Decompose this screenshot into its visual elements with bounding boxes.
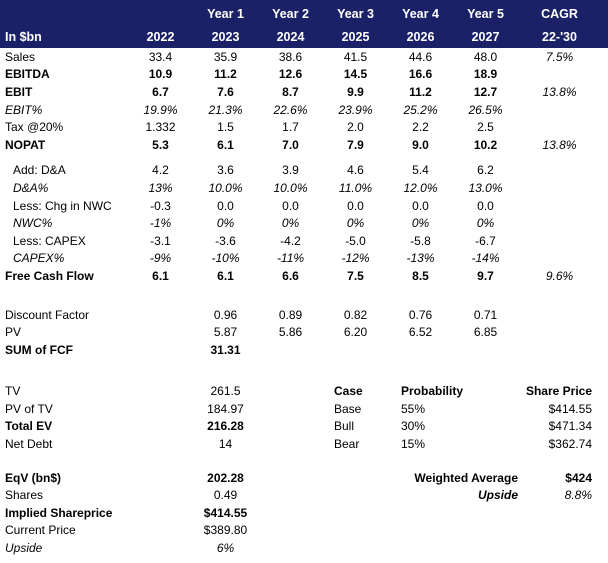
cell: 6.2 bbox=[477, 163, 494, 178]
cell: 33.4 bbox=[148, 49, 173, 64]
cell: 2.5 bbox=[477, 120, 494, 135]
scenario-share-price: $471.34 bbox=[548, 419, 592, 434]
header-row-dates bbox=[0, 25, 608, 48]
row-da-pct bbox=[0, 179, 608, 197]
cell: -5.8 bbox=[410, 233, 431, 248]
scenario-probability: 30% bbox=[401, 419, 426, 434]
scenario-case: Base bbox=[334, 401, 362, 416]
col-header-2023: 2023 bbox=[211, 29, 240, 44]
cell: 0.49 bbox=[213, 488, 238, 503]
cell: 14 bbox=[218, 437, 233, 452]
cell: 14.5 bbox=[343, 67, 368, 82]
row-label: EqV (bn$) bbox=[5, 470, 61, 485]
row-label: Free Cash Flow bbox=[5, 268, 94, 283]
row-label: Less: Chg in NWC bbox=[13, 198, 112, 213]
cell: 0.71 bbox=[473, 307, 498, 322]
cell: $414.55 bbox=[203, 505, 248, 520]
row-label: EBIT bbox=[5, 84, 33, 99]
cell: 12.6 bbox=[278, 67, 303, 82]
scenario-upside-value: 8.8% bbox=[564, 488, 592, 503]
row-label: EBITDA bbox=[5, 67, 50, 82]
row-label: Sales bbox=[5, 49, 36, 64]
spacer bbox=[0, 359, 608, 383]
cell: -1% bbox=[149, 216, 172, 231]
row-label: NOPAT bbox=[5, 137, 46, 152]
cell: 5.87 bbox=[213, 325, 238, 340]
row-label: Discount Factor bbox=[5, 307, 90, 322]
cell: 6% bbox=[216, 541, 235, 556]
col-header-cagr-range: 22-'30 bbox=[542, 29, 577, 44]
cell: 9.7 bbox=[477, 268, 494, 283]
cell: 6.52 bbox=[408, 325, 433, 340]
unit-label: In $bn bbox=[5, 29, 42, 44]
row-label: Shares bbox=[5, 488, 44, 503]
cell: 18.9 bbox=[473, 67, 498, 82]
scenario-upside-label: Upside bbox=[477, 488, 518, 503]
row-label: NWC% bbox=[13, 216, 53, 231]
cell-cagr: 13.8% bbox=[542, 84, 577, 99]
col-header-year4: Year 4 bbox=[402, 6, 439, 21]
cell: 8.7 bbox=[282, 84, 299, 99]
row-eqv bbox=[0, 469, 608, 487]
cell: 38.6 bbox=[278, 49, 303, 64]
row-label: Current Price bbox=[5, 523, 76, 538]
cell: 6.1 bbox=[217, 268, 234, 283]
row-chg-nwc bbox=[0, 197, 608, 215]
weighted-average-value: $424 bbox=[565, 470, 592, 485]
row-pv-of-tv bbox=[0, 400, 608, 418]
cell: -10% bbox=[211, 251, 240, 266]
cell: 216.28 bbox=[207, 419, 244, 434]
cell: 12.0% bbox=[403, 180, 438, 195]
cell: -11% bbox=[276, 251, 305, 266]
col-header-cagr: CAGR bbox=[541, 6, 578, 21]
cell: 9.0 bbox=[412, 137, 429, 152]
row-nopat bbox=[0, 136, 608, 154]
row-tv bbox=[0, 383, 608, 401]
row-label: EBIT% bbox=[5, 102, 43, 117]
cell: 7.6 bbox=[217, 84, 234, 99]
header-row-years bbox=[0, 0, 608, 25]
cell: 6.20 bbox=[343, 325, 368, 340]
row-add-da bbox=[0, 162, 608, 180]
row-label: Total EV bbox=[5, 419, 53, 434]
col-header-2026: 2026 bbox=[406, 29, 435, 44]
row-label: TV bbox=[5, 384, 21, 399]
cell: 3.6 bbox=[217, 163, 234, 178]
col-header-2024: 2024 bbox=[276, 29, 305, 44]
cell: 6.1 bbox=[217, 137, 234, 152]
cell: 7.5 bbox=[347, 268, 364, 283]
cell: 0.82 bbox=[343, 307, 368, 322]
cell: 10.0% bbox=[273, 180, 308, 195]
cell: 0.76 bbox=[408, 307, 433, 322]
cell: 6.85 bbox=[473, 325, 498, 340]
cell: 11.2 bbox=[409, 84, 432, 99]
cell: 0.0 bbox=[347, 198, 364, 213]
cell: -5.0 bbox=[345, 233, 366, 248]
cell: -0.3 bbox=[150, 198, 171, 213]
col-header-year2: Year 2 bbox=[272, 6, 309, 21]
cell: -3.6 bbox=[215, 233, 236, 248]
cell: 4.2 bbox=[152, 163, 169, 178]
row-free-cash-flow bbox=[0, 267, 608, 285]
row-label: Net Debt bbox=[5, 437, 53, 452]
scenario-col-probability: Probability bbox=[401, 384, 464, 399]
cell: 10.0% bbox=[208, 180, 243, 195]
scenario-probability: 55% bbox=[401, 401, 426, 416]
cell: -9% bbox=[149, 251, 172, 266]
cell: -13% bbox=[406, 251, 435, 266]
cell: 4.6 bbox=[347, 163, 364, 178]
cell: -3.1 bbox=[150, 233, 171, 248]
cell: 0.89 bbox=[278, 307, 303, 322]
cell: 13% bbox=[148, 180, 173, 195]
cell: 26.5% bbox=[468, 102, 503, 117]
cell: -14% bbox=[471, 251, 500, 266]
cell: 0.0 bbox=[217, 198, 234, 213]
cell: 0.0 bbox=[412, 198, 429, 213]
scenario-probability: 15% bbox=[401, 437, 426, 452]
cell: -12% bbox=[341, 251, 370, 266]
spacer bbox=[0, 453, 608, 469]
row-shares bbox=[0, 486, 608, 504]
cell: 3.9 bbox=[282, 163, 299, 178]
table-header bbox=[0, 0, 608, 48]
col-header-year1: Year 1 bbox=[207, 6, 244, 21]
cell: 0% bbox=[411, 216, 430, 231]
cell: 12.7 bbox=[473, 84, 498, 99]
cell: 7.0 bbox=[282, 137, 299, 152]
row-label: Less: CAPEX bbox=[13, 233, 86, 248]
cell: 261.5 bbox=[210, 384, 241, 399]
cell: $389.80 bbox=[203, 523, 248, 538]
col-header-year5: Year 5 bbox=[467, 6, 504, 21]
cell: 0% bbox=[476, 216, 495, 231]
cell: 6.1 bbox=[152, 268, 169, 283]
cell: 23.9% bbox=[338, 102, 373, 117]
row-nwc-pct bbox=[0, 214, 608, 232]
cell: 184.97 bbox=[207, 401, 244, 416]
col-header-2027: 2027 bbox=[471, 29, 500, 44]
cell: -4.2 bbox=[280, 233, 301, 248]
col-header-2025: 2025 bbox=[341, 29, 370, 44]
col-header-year3: Year 3 bbox=[337, 6, 374, 21]
cell: 7.9 bbox=[347, 137, 364, 152]
cell: 41.5 bbox=[343, 49, 368, 64]
cell: 8.5 bbox=[412, 268, 429, 283]
cell: 16.6 bbox=[408, 67, 433, 82]
row-upside bbox=[0, 539, 608, 557]
row-discount-factor bbox=[0, 306, 608, 324]
cell: 35.9 bbox=[213, 49, 238, 64]
row-implied-shareprice bbox=[0, 504, 608, 522]
row-sales bbox=[0, 48, 608, 66]
spacer bbox=[0, 154, 608, 162]
cell: 13.0% bbox=[468, 180, 503, 195]
row-label: Tax @20% bbox=[5, 120, 64, 135]
row-label: Upside bbox=[5, 541, 43, 556]
cell-cagr: 9.6% bbox=[545, 268, 574, 283]
col-header-2022: 2022 bbox=[146, 29, 175, 44]
cell: 2.2 bbox=[412, 120, 429, 135]
cell-cagr: 13.8% bbox=[542, 137, 577, 152]
scenario-case: Bull bbox=[334, 419, 355, 434]
scenario-col-case: Case bbox=[334, 384, 363, 399]
row-tax bbox=[0, 118, 608, 136]
row-label: PV of TV bbox=[5, 401, 53, 416]
scenario-share-price: $362.74 bbox=[548, 437, 592, 452]
row-current-price bbox=[0, 522, 608, 540]
cell: 1.7 bbox=[282, 120, 299, 135]
cell: 0% bbox=[281, 216, 300, 231]
row-label: SUM of FCF bbox=[5, 342, 73, 357]
cell: 0.96 bbox=[213, 307, 238, 322]
cell: 0.0 bbox=[477, 198, 494, 213]
cell: 0% bbox=[346, 216, 365, 231]
row-label: Add: D&A bbox=[13, 163, 66, 178]
weighted-average-label: Weighted Average bbox=[414, 470, 518, 485]
cell: 5.86 bbox=[278, 325, 303, 340]
cell: 10.9 bbox=[148, 67, 173, 82]
row-ebit-pct bbox=[0, 101, 608, 119]
scenario-col-share-price: Share Price bbox=[525, 384, 592, 399]
cell: 1.5 bbox=[217, 120, 234, 135]
cell: 10.2 bbox=[473, 137, 498, 152]
cell: 6.6 bbox=[282, 268, 299, 283]
cell: 22.6% bbox=[273, 102, 308, 117]
row-ebitda bbox=[0, 66, 608, 84]
cell: 2.0 bbox=[347, 120, 364, 135]
cell: 31.31 bbox=[210, 342, 241, 357]
row-label: PV bbox=[5, 325, 22, 340]
cell: 44.6 bbox=[408, 49, 433, 64]
cell: 0% bbox=[216, 216, 235, 231]
row-sum-of-fcf bbox=[0, 341, 608, 359]
row-total-ev bbox=[0, 418, 608, 436]
cell: 5.4 bbox=[412, 163, 429, 178]
cell: 11.0% bbox=[338, 180, 373, 195]
spacer bbox=[0, 285, 608, 306]
row-pv bbox=[0, 323, 608, 341]
cell: 202.28 bbox=[207, 470, 244, 485]
row-label: CAPEX% bbox=[13, 251, 65, 266]
cell: 21.3% bbox=[208, 102, 243, 117]
row-ebit bbox=[0, 83, 608, 101]
scenario-case: Bear bbox=[334, 437, 360, 452]
cell: 5.3 bbox=[152, 137, 169, 152]
cell: 6.7 bbox=[152, 84, 169, 99]
cell: 25.2% bbox=[403, 102, 438, 117]
cell: -6.7 bbox=[475, 233, 496, 248]
row-label: Implied Shareprice bbox=[5, 505, 113, 520]
cell: 0.0 bbox=[282, 198, 299, 213]
scenario-share-price: $414.55 bbox=[548, 401, 592, 416]
cell: 19.9% bbox=[143, 102, 178, 117]
cell: 1.332 bbox=[145, 120, 176, 135]
cell: 9.9 bbox=[347, 84, 364, 99]
row-net-debt bbox=[0, 435, 608, 453]
cell-cagr: 7.5% bbox=[545, 49, 574, 64]
row-label: D&A% bbox=[13, 180, 49, 195]
row-capex-pct bbox=[0, 250, 608, 268]
row-capex bbox=[0, 232, 608, 250]
cell: 11.2 bbox=[214, 67, 237, 82]
cell: 48.0 bbox=[473, 49, 498, 64]
